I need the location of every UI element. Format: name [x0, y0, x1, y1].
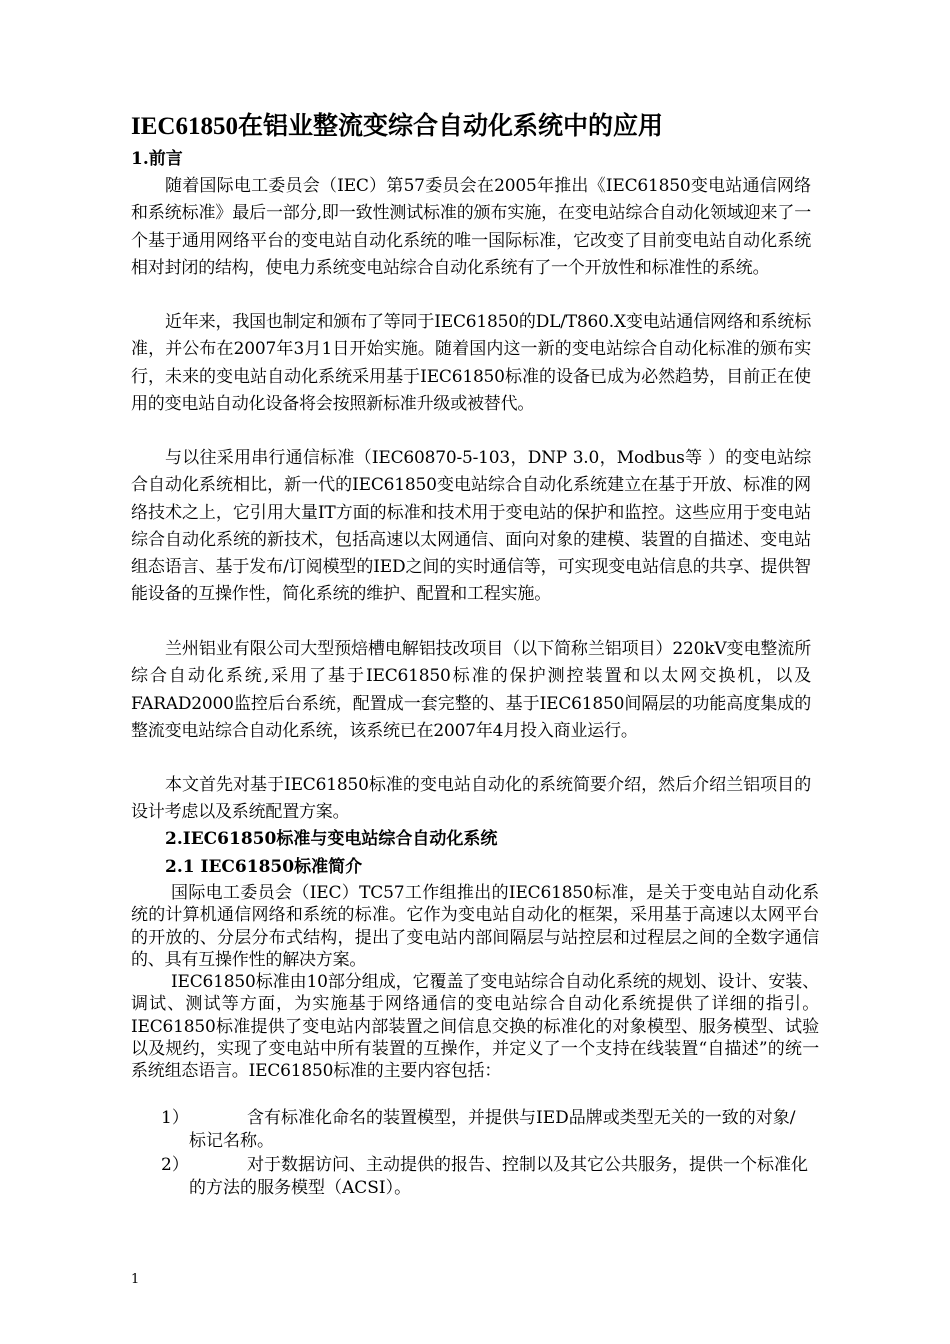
list-item-text: 含有标准化命名的装置模型，并提供与IED品牌或类型无关的一致的对象/标记名称。 [189, 1108, 796, 1151]
list-item-text: 对于数据访问、主动提供的报告、控制以及其它公共服务，提供一个标准化的方法的服务模型（ACSI）。 [189, 1155, 808, 1198]
document-title: IEC61850在铝业整流变综合自动化系统中的应用 [131, 113, 663, 140]
paragraph-2: 近年来，我国也制定和颁布了等同于IEC61850的DL/T860.X变电站通信网络和系统标准，并公布在2007年3月1日开始实施。随着国内这一新的变电站综合自动化标准的颁布实行，未来的变电站自动化系统采用基于IEC61850标准的设备已成为必然趋势，目前正在使用的变电站自动化设备将会按照新标准升级或被替代。 [131, 312, 811, 414]
list-item [131, 1154, 811, 1200]
section-heading-2-1: 2.1 IEC61850标准简介 [165, 857, 363, 877]
paragraph-6: 国际电工委员会（IEC）TC57工作组推出的IEC61850标准，是关于变电站自动化系统的计算机通信网络和系统的标准。它作为变电站自动化的框架，采用基于高速以太网平台的开放的、分层分布式结构，提出了变电站内部间隔层与站控层和过程层之间的全数字通信的、具有互操作性的解决方案。 [131, 883, 819, 970]
paragraph-3: 与以往采用串行通信标准（IEC60870-5-103，DNP 3.0，Modbus等 ）的变电站综合自动化系统相比，新一代的IEC61850变电站综合自动化系统建立在基于开放、标准的网络技术之上，它引用大量IT方面的标准和技术用于变电站的保护和监控。这些应用于变电站综合自动化系统的新技术，包括高速以太网通信、面向对象的建模、装置的自描述、变电站组态语言、基于发布/订阅模型的IED之间的实时通信等，可实现变电站信息的共享、提供智能设备的互操作性，简化系统的维护、配置和工程实施。 [131, 448, 811, 605]
page-number: 1 [131, 1272, 140, 1287]
paragraph-7: IEC61850标准由10部分组成，它覆盖了变电站综合自动化系统的规划、设计、安装、调试、测试等方面，为实施基于网络通信的变电站综合自动化系统提供了详细的指引。IEC61850标准提供了变电站内部装置之间信息交换的标准化的对象模型、服务模型、试验以及规约，实现了变电站中所有装置的互操作，并定义了一个支持在线装置“自描述”的统一系统组态语言。IEC61850标准的主要内容包括： [131, 972, 819, 1082]
list-item [131, 1107, 811, 1153]
paragraph-1: 随着国际电工委员会（IEC）第57委员会在2005年推出《IEC61850变电站通信网络和系统标准》最后一部分,即一致性测试标准的颁布实施，在变电站综合自动化领域迎来了一个基于通用网络平台的变电站自动化系统的唯一国际标准，它改变了目前变电站自动化系统相对封闭的结构，使电力系统变电站综合自动化系统有了一个开放性和标准性的系统。 [131, 176, 811, 278]
paragraph-5: 本文首先对基于IEC61850标准的变电站自动化的系统简要介绍，然后介绍兰铝项目的设计考虑以及系统配置方案。 [131, 775, 811, 823]
paragraph-4: 兰州铝业有限公司大型预焙槽电解铝技改项目（以下简称兰铝项目）220kV变电整流所综合自动化系统,采用了基于IEC61850标准的保护测控装置和以太网交换机，以及FARAD2000监控后台系统，配置成一套完整的、基于IEC61850间隔层的功能高度集成的整流变电站综合自动化系统，该系统已在2007年4月投入商业运行。 [131, 639, 811, 741]
section-heading-intro: 1.前言 [131, 149, 183, 169]
list-item-number: 1） [161, 1108, 189, 1128]
section-heading-2: 2.IEC61850标准与变电站综合自动化系统 [165, 829, 498, 849]
list-item-number: 2） [161, 1155, 189, 1175]
